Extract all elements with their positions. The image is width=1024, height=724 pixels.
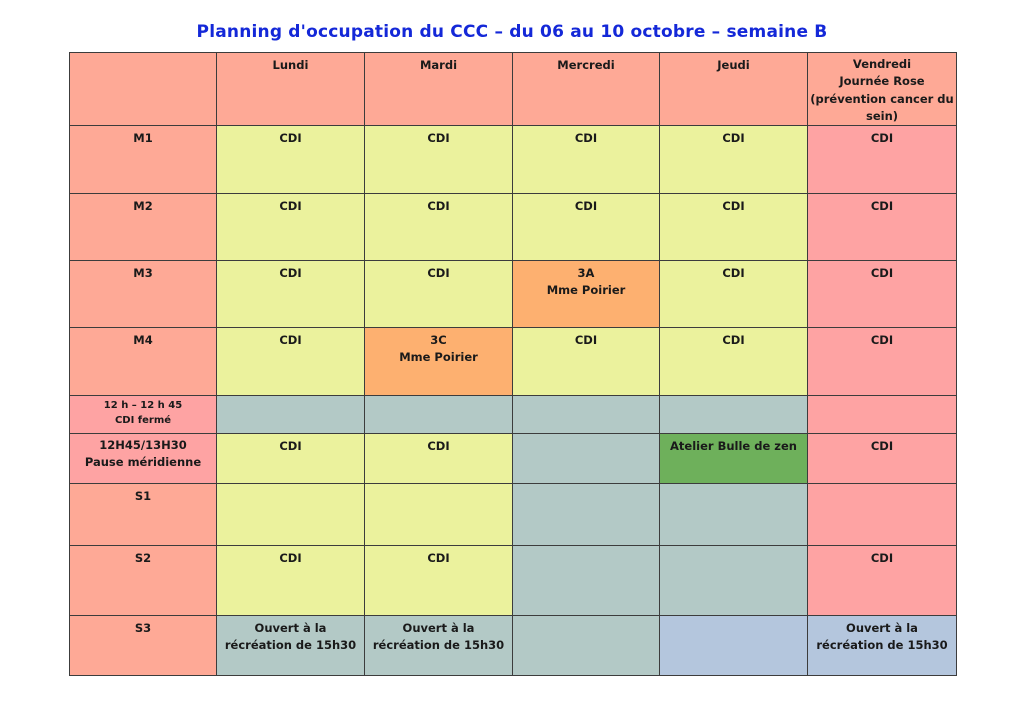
page-title: Planning d'occupation du CCC – du 06 au 10 octobre – semaine B: [196, 22, 828, 42]
row-label: 12H45/13H30 Pause méridienne: [70, 434, 217, 484]
slot-cell: CDI: [660, 261, 808, 328]
slot-cell: [513, 546, 660, 616]
slot-cell: Ouvert à la récréation de 15h30: [217, 616, 365, 676]
slot-cell: 3A Mme Poirier: [513, 261, 660, 328]
slot-cell: [808, 484, 957, 546]
slot-cell: [365, 484, 513, 546]
row-label: S1: [70, 484, 217, 546]
planning-table: [69, 52, 957, 676]
table-row: [70, 484, 957, 546]
slot-cell: CDI: [217, 261, 365, 328]
header-row: [70, 53, 957, 126]
slot-cell: [217, 396, 365, 434]
row-label: M1: [70, 126, 217, 194]
slot-cell: CDI: [660, 194, 808, 261]
header-day-lundi: Lundi: [217, 53, 365, 126]
table-row: [70, 434, 957, 484]
table-row: [70, 396, 957, 434]
slot-cell: CDI: [660, 126, 808, 194]
slot-cell: CDI: [808, 261, 957, 328]
slot-cell: [660, 396, 808, 434]
slot-cell: CDI: [217, 194, 365, 261]
slot-cell: [513, 484, 660, 546]
slot-cell: CDI: [808, 328, 957, 396]
slot-cell: CDI: [217, 434, 365, 484]
header-day-mercredi: Mercredi: [513, 53, 660, 126]
slot-cell: CDI: [513, 328, 660, 396]
slot-cell: [660, 546, 808, 616]
slot-cell: [365, 396, 513, 434]
header-day-vendredi: Vendredi Journée Rose (prévention cancer du sein): [808, 53, 957, 126]
slot-cell: CDI: [808, 434, 957, 484]
atelier-cell: Atelier Bulle de zen: [660, 434, 808, 484]
slot-cell: CDI: [365, 126, 513, 194]
slot-cell: CDI: [365, 434, 513, 484]
slot-cell: CDI: [217, 546, 365, 616]
row-label: 12 h – 12 h 45 CDI fermé: [70, 396, 217, 434]
slot-cell: CDI: [365, 261, 513, 328]
slot-cell: 3C Mme Poirier: [365, 328, 513, 396]
slot-cell: CDI: [808, 126, 957, 194]
table-row: [70, 546, 957, 616]
slot-cell: [660, 616, 808, 676]
slot-cell: CDI: [513, 126, 660, 194]
row-label: S2: [70, 546, 217, 616]
slot-cell: [513, 616, 660, 676]
slot-cell: CDI: [217, 126, 365, 194]
slot-cell: CDI: [808, 194, 957, 261]
header-corner: [70, 53, 217, 126]
slot-cell: CDI: [808, 546, 957, 616]
slot-cell: [513, 396, 660, 434]
table-row: [70, 616, 957, 676]
table-row: [70, 194, 957, 261]
slot-cell: Ouvert à la récréation de 15h30: [808, 616, 957, 676]
slot-cell: [513, 434, 660, 484]
slot-cell: Ouvert à la récréation de 15h30: [365, 616, 513, 676]
table-row: [70, 261, 957, 328]
row-label: M2: [70, 194, 217, 261]
table-row: [70, 328, 957, 396]
slot-cell: [660, 484, 808, 546]
slot-cell: CDI: [365, 546, 513, 616]
row-label: M3: [70, 261, 217, 328]
row-label: S3: [70, 616, 217, 676]
slot-cell: CDI: [217, 328, 365, 396]
row-label: M4: [70, 328, 217, 396]
header-day-jeudi: Jeudi: [660, 53, 808, 126]
slot-cell: CDI: [660, 328, 808, 396]
table-row: [70, 126, 957, 194]
slot-cell: [808, 396, 957, 434]
slot-cell: [217, 484, 365, 546]
header-day-mardi: Mardi: [365, 53, 513, 126]
slot-cell: CDI: [513, 194, 660, 261]
slot-cell: CDI: [365, 194, 513, 261]
